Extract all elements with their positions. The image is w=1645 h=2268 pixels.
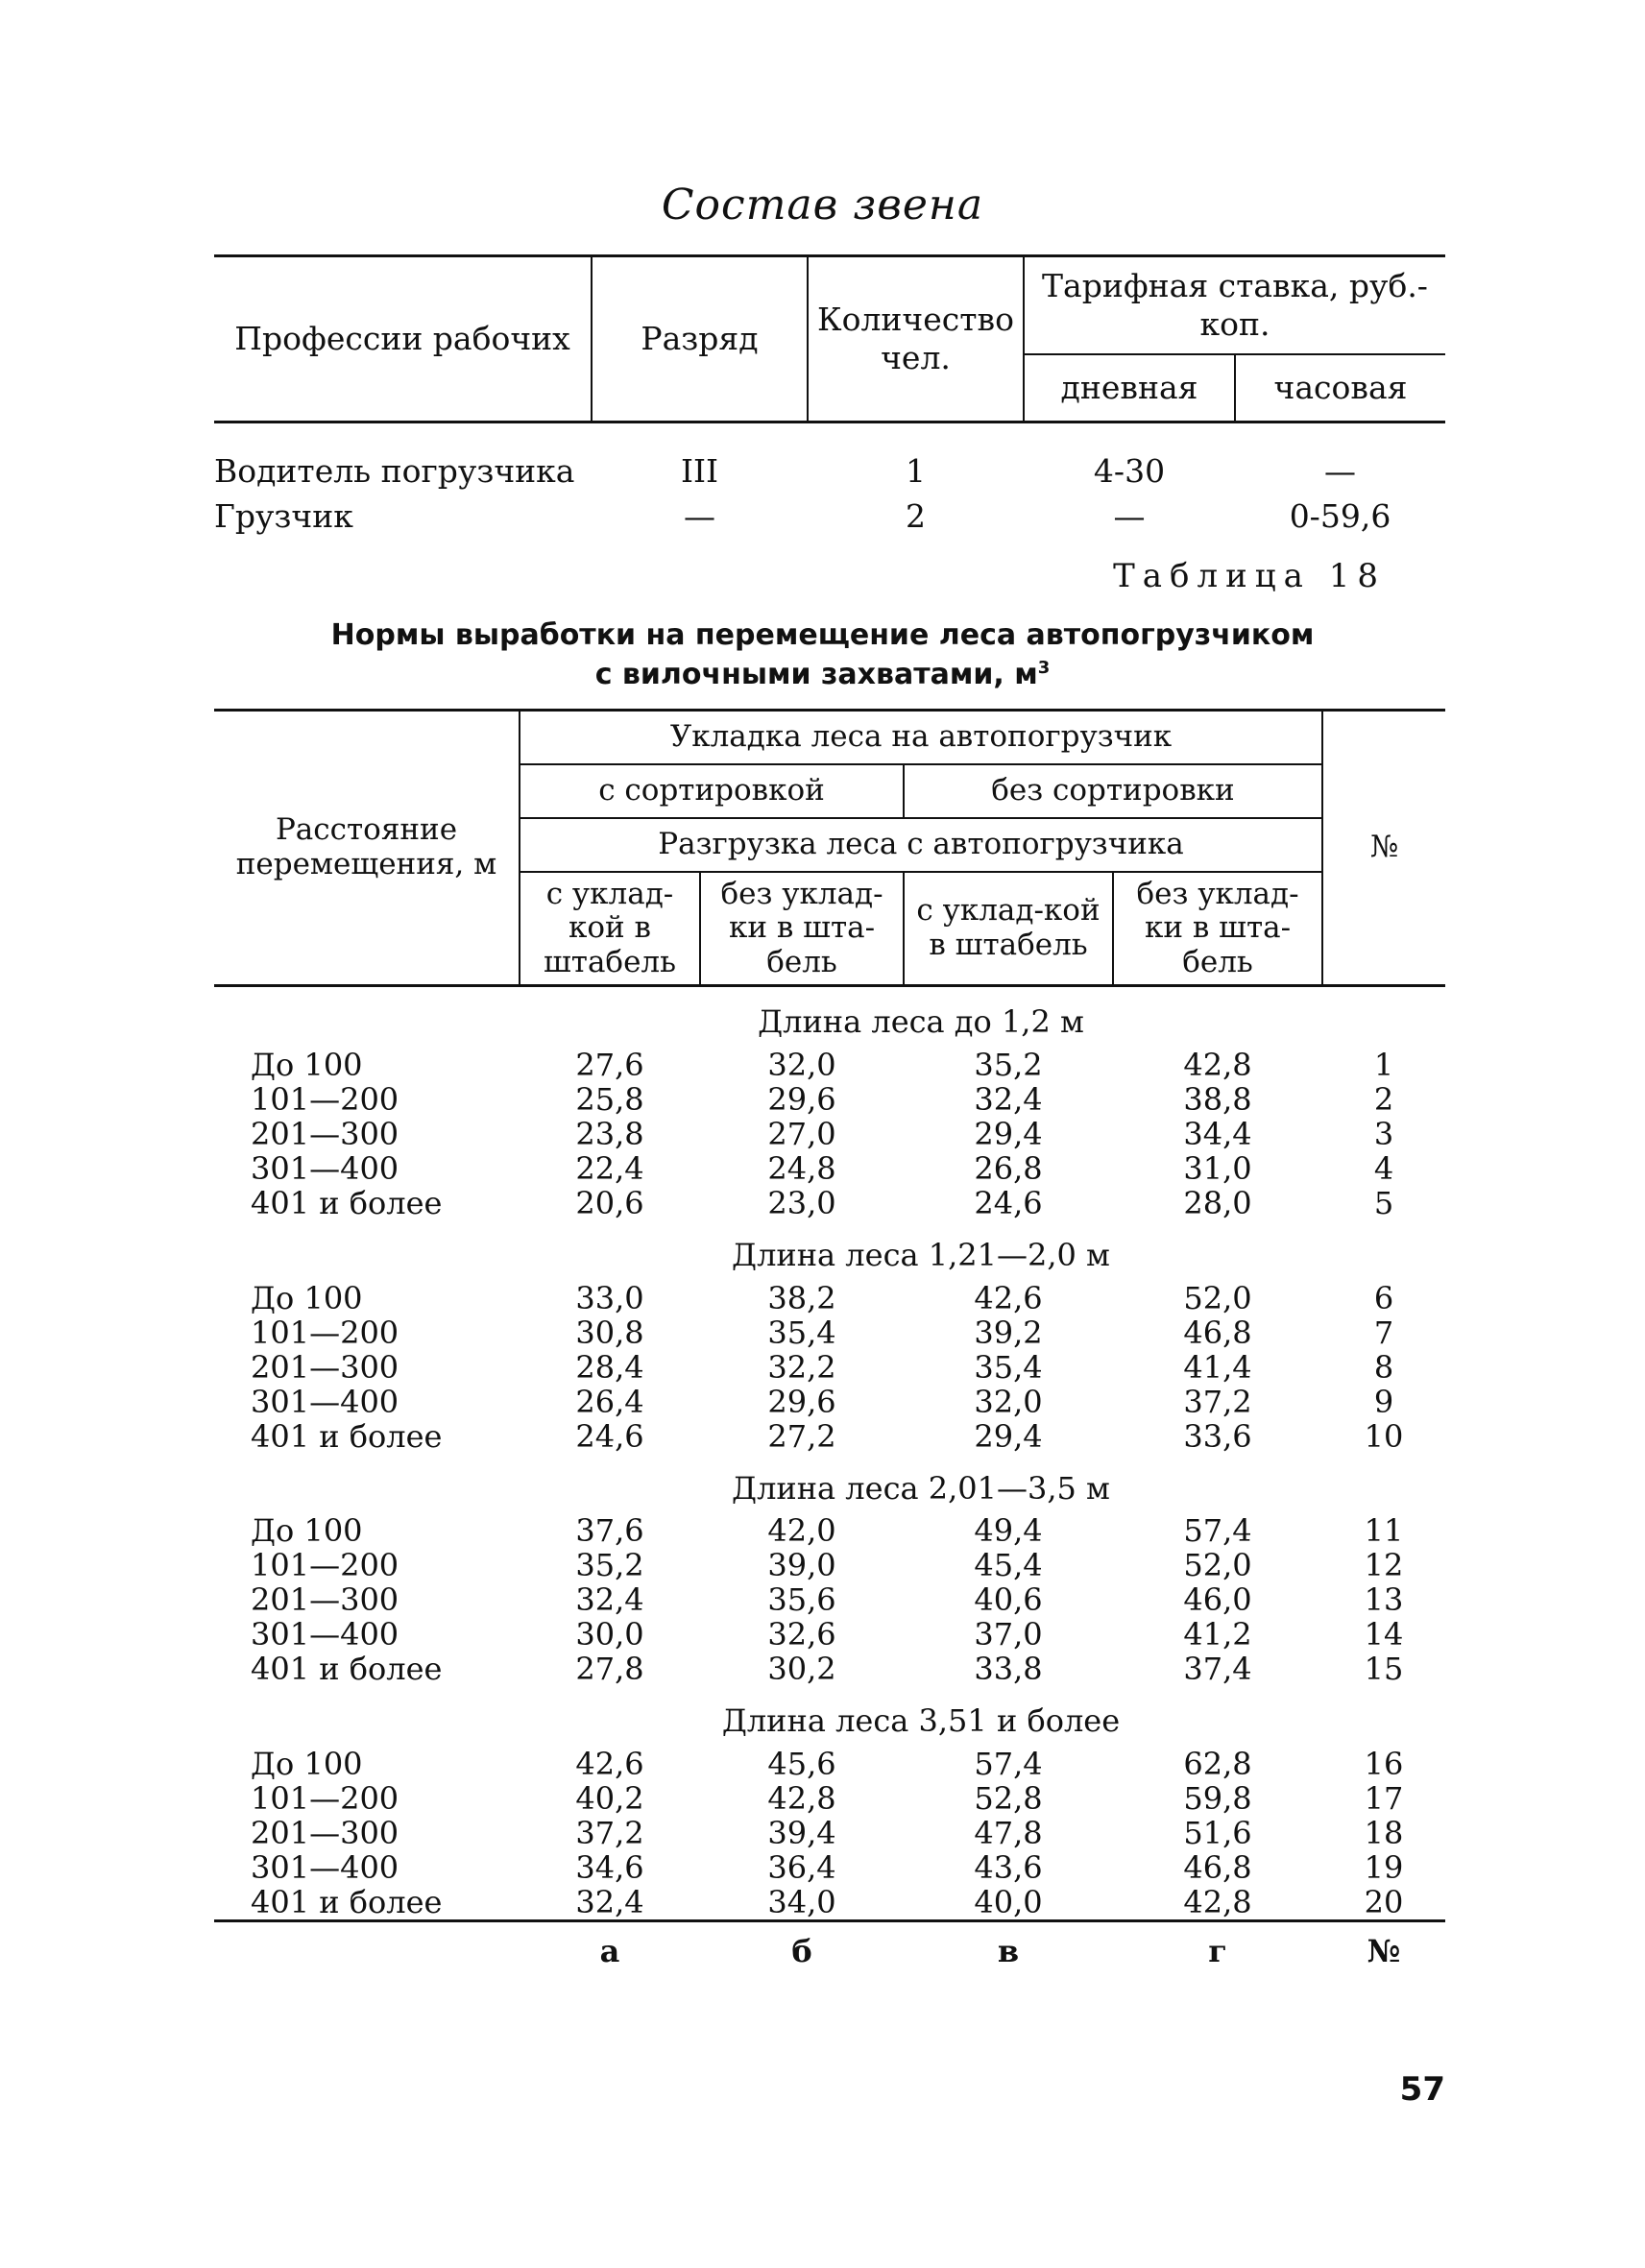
table-row: [214, 1350, 1445, 1385]
cell-distance: До 100: [251, 1046, 363, 1083]
cell-c: 37,0: [974, 1616, 1043, 1653]
cell-no: 18: [1364, 1815, 1404, 1852]
cell-no: 11: [1364, 1512, 1404, 1550]
cell-d: 41,4: [1183, 1348, 1252, 1386]
cell-b: 27,0: [767, 1115, 836, 1152]
cell-no: 4: [1373, 1149, 1394, 1187]
cell-distance: 201—300: [251, 1115, 399, 1152]
footer-c: в: [904, 1921, 1113, 1969]
cell-d: 46,8: [1183, 1849, 1252, 1887]
table-row: [214, 1151, 1445, 1186]
table-title: [0, 616, 1645, 694]
table-row: [214, 1548, 1445, 1582]
cell-c: 52,8: [974, 1780, 1043, 1818]
cell-c: 32,0: [974, 1383, 1043, 1420]
norms-body: [214, 986, 1445, 1921]
cell-no: 19: [1364, 1849, 1404, 1887]
table-title-line2-text: с вилочными захватами, м: [594, 657, 1038, 691]
page-number: 57: [1399, 2070, 1445, 2109]
cell-distance: 401 и более: [251, 1884, 443, 1921]
cell-a: 25,8: [575, 1080, 644, 1118]
cell-d: 37,4: [1183, 1651, 1252, 1688]
header-distance: Расстояние перемещения, м: [214, 711, 520, 986]
cell-d: 42,8: [1183, 1046, 1252, 1083]
cell-d: 52,0: [1183, 1279, 1252, 1316]
cell-b: 27,2: [767, 1417, 836, 1455]
table-row: [214, 1652, 1445, 1686]
crew-row-1-hourly: 0-59,6: [1289, 497, 1391, 535]
header-rate: Тарифная ставка, руб.-коп.: [1024, 256, 1445, 355]
cell-no: 3: [1373, 1115, 1394, 1152]
header-no: №: [1322, 711, 1445, 986]
table-title-line1: Нормы выработки на перемещение леса автопогрузчиком: [330, 618, 1315, 652]
cell-distance: 301—400: [251, 1383, 399, 1420]
cell-a: 35,2: [575, 1547, 644, 1584]
section-header-row: [214, 1686, 1445, 1747]
header-hourly: часовая: [1235, 354, 1445, 422]
crew-row-1-profession: Грузчик: [214, 497, 353, 535]
cell-distance: 201—300: [251, 1581, 399, 1619]
cell-c: 40,0: [974, 1884, 1043, 1921]
header-col-c: с уклад-кой в штабель: [904, 872, 1113, 986]
header-col-b: без уклад-ки в шта-бель: [700, 872, 904, 986]
header-profession: Профессии рабочих: [214, 256, 592, 422]
cell-c: 32,4: [974, 1080, 1043, 1118]
section-title: Длина леса до 1,2 м: [758, 1003, 1084, 1040]
cell-a: 42,6: [575, 1746, 644, 1783]
cell-no: 16: [1364, 1746, 1404, 1783]
header-unloading: Разгрузка леса с автопогрузчика: [520, 818, 1322, 872]
header-count: Количество чел.: [808, 256, 1024, 422]
cell-a: 23,8: [575, 1115, 644, 1152]
cell-c: 49,4: [974, 1512, 1043, 1550]
cell-c: 24,6: [974, 1184, 1043, 1221]
crew-row-1-count: 2: [906, 497, 926, 535]
section-spacer: [1322, 1686, 1445, 1747]
table-row: [214, 1385, 1445, 1419]
cell-d: 51,6: [1183, 1815, 1252, 1852]
cell-a: 27,6: [575, 1046, 644, 1083]
crew-row-0-count: 1: [906, 452, 926, 490]
cell-d: 46,8: [1183, 1314, 1252, 1351]
header-daily: дневная: [1024, 354, 1235, 422]
cell-distance: 101—200: [251, 1547, 399, 1584]
crew-row-0-hourly: —: [1324, 452, 1356, 490]
cell-c: 29,4: [974, 1115, 1043, 1152]
cell-d: 28,0: [1183, 1184, 1252, 1221]
footer-b: б: [700, 1921, 904, 1969]
table-row: [214, 1747, 1445, 1781]
table-row: [214, 1781, 1445, 1816]
header-col-d: без уклад-ки в шта-бель: [1113, 872, 1322, 986]
cell-c: 40,6: [974, 1581, 1043, 1619]
cell-a: 32,4: [575, 1884, 644, 1921]
table-title-line2: [0, 656, 1645, 695]
cell-no: 12: [1364, 1547, 1404, 1584]
table-title-sup: 3: [1037, 657, 1051, 678]
section-header-row: [214, 986, 1445, 1048]
table-row: [214, 1048, 1445, 1082]
cell-no: 5: [1373, 1184, 1394, 1221]
section-spacer: [214, 1454, 520, 1514]
cell-b: 29,6: [767, 1080, 836, 1118]
cell-d: 41,2: [1183, 1616, 1252, 1653]
section-spacer: [214, 1686, 520, 1747]
cell-c: 29,4: [974, 1417, 1043, 1455]
cell-a: 33,0: [575, 1279, 644, 1316]
cell-no: 1: [1373, 1046, 1394, 1083]
cell-distance: 201—300: [251, 1348, 399, 1386]
header-with-sort: с сортировкой: [520, 764, 904, 818]
table-row: [214, 1281, 1445, 1315]
crew-row-1-daily: —: [1113, 497, 1146, 535]
table-row: [214, 1419, 1445, 1454]
cell-c: 47,8: [974, 1815, 1043, 1852]
table-row: [214, 1885, 1445, 1921]
cell-a: 37,2: [575, 1815, 644, 1852]
cell-b: 36,4: [767, 1849, 836, 1887]
cell-d: 46,0: [1183, 1581, 1252, 1619]
table-row: [214, 1513, 1445, 1548]
cell-c: 45,4: [974, 1547, 1043, 1584]
footer-distance: [214, 1921, 520, 1969]
cell-c: 33,8: [974, 1651, 1043, 1688]
cell-distance: 101—200: [251, 1780, 399, 1818]
cell-a: 30,0: [575, 1616, 644, 1653]
cell-a: 26,4: [575, 1383, 644, 1420]
table-row: [214, 1850, 1445, 1885]
table-row: [214, 1315, 1445, 1350]
cell-distance: 401 и более: [251, 1651, 443, 1688]
table-number: Таблица 18: [1113, 557, 1386, 595]
cell-a: 28,4: [575, 1348, 644, 1386]
cell-no: 10: [1364, 1417, 1404, 1455]
cell-b: 39,0: [767, 1547, 836, 1584]
crew-title: Состав звена: [661, 181, 984, 229]
cell-d: 33,6: [1183, 1417, 1252, 1455]
cell-b: 32,2: [767, 1348, 836, 1386]
section-spacer: [214, 1220, 520, 1281]
cell-b: 35,4: [767, 1314, 836, 1351]
cell-a: 30,8: [575, 1314, 644, 1351]
crew-row-0-daily: 4-30: [1093, 452, 1166, 490]
cell-c: 35,4: [974, 1348, 1043, 1386]
cell-distance: 401 и более: [251, 1184, 443, 1221]
cell-c: 57,4: [974, 1746, 1043, 1783]
section-title: Длина леса 3,51 и более: [721, 1702, 1121, 1740]
cell-c: 39,2: [974, 1314, 1043, 1351]
cell-a: 37,6: [575, 1512, 644, 1550]
cell-b: 32,6: [767, 1616, 836, 1653]
cell-d: 31,0: [1183, 1149, 1252, 1187]
cell-c: 26,8: [974, 1149, 1043, 1187]
cell-distance: 201—300: [251, 1815, 399, 1852]
cell-distance: 301—400: [251, 1616, 399, 1653]
cell-no: 14: [1364, 1616, 1404, 1653]
cell-b: 35,6: [767, 1581, 836, 1619]
cell-no: 6: [1373, 1279, 1394, 1316]
cell-a: 24,6: [575, 1417, 644, 1455]
cell-distance: До 100: [251, 1279, 363, 1316]
cell-d: 57,4: [1183, 1512, 1252, 1550]
cell-b: 30,2: [767, 1651, 836, 1688]
table-row: [214, 1816, 1445, 1850]
cell-distance: 101—200: [251, 1314, 399, 1351]
table-row: [214, 1082, 1445, 1117]
cell-no: 15: [1364, 1651, 1404, 1688]
cell-d: 59,8: [1183, 1780, 1252, 1818]
cell-b: 39,4: [767, 1815, 836, 1852]
cell-a: 34,6: [575, 1849, 644, 1887]
footer-no: №: [1322, 1921, 1445, 1969]
cell-no: 9: [1373, 1383, 1394, 1420]
cell-no: 8: [1373, 1348, 1394, 1386]
cell-distance: 301—400: [251, 1149, 399, 1187]
cell-d: 37,2: [1183, 1383, 1252, 1420]
section-title: Длина леса 2,01—3,5 м: [732, 1469, 1110, 1507]
cell-b: 34,0: [767, 1884, 836, 1921]
cell-b: 45,6: [767, 1746, 836, 1783]
header-loading: Укладка леса на автопогрузчик: [520, 711, 1322, 765]
cell-b: 24,8: [767, 1149, 836, 1187]
cell-no: 13: [1364, 1581, 1404, 1619]
cell-distance: До 100: [251, 1746, 363, 1783]
section-spacer: [214, 986, 520, 1048]
header-col-a: с уклад-кой в штабель: [520, 872, 700, 986]
cell-no: 17: [1364, 1780, 1404, 1818]
section-title: Длина леса 1,21—2,0 м: [732, 1236, 1110, 1273]
table-row: [214, 1117, 1445, 1151]
cell-d: 52,0: [1183, 1547, 1252, 1584]
cell-b: 32,0: [767, 1046, 836, 1083]
cell-d: 62,8: [1183, 1746, 1252, 1783]
section-spacer: [1322, 1220, 1445, 1281]
cell-a: 22,4: [575, 1149, 644, 1187]
cell-a: 27,8: [575, 1651, 644, 1688]
cell-c: 42,6: [974, 1279, 1043, 1316]
cell-b: 29,6: [767, 1383, 836, 1420]
section-spacer: [1322, 986, 1445, 1048]
cell-b: 42,0: [767, 1512, 836, 1550]
cell-distance: 401 и более: [251, 1417, 443, 1455]
crew-table: [214, 254, 1445, 539]
crew-row-0-profession: Водитель погрузчика: [214, 452, 575, 490]
cell-d: 42,8: [1183, 1884, 1252, 1921]
cell-distance: 101—200: [251, 1080, 399, 1118]
cell-d: 38,8: [1183, 1080, 1252, 1118]
cell-b: 38,2: [767, 1279, 836, 1316]
table-row: [214, 1582, 1445, 1617]
footer-a: а: [520, 1921, 700, 1969]
section-header-row: [214, 1220, 1445, 1281]
section-spacer: [1322, 1454, 1445, 1514]
cell-no: 2: [1373, 1080, 1394, 1118]
table-row: [214, 1186, 1445, 1220]
cell-a: 40,2: [575, 1780, 644, 1818]
cell-b: 42,8: [767, 1780, 836, 1818]
header-without-sort: без сортировки: [904, 764, 1322, 818]
cell-b: 23,0: [767, 1184, 836, 1221]
table-row: [214, 1617, 1445, 1652]
norms-table: [214, 709, 1445, 1969]
crew-row-1-grade: —: [684, 497, 715, 535]
crew-row-0-grade: III: [680, 452, 719, 490]
cell-a: 20,6: [575, 1184, 644, 1221]
cell-distance: 301—400: [251, 1849, 399, 1887]
cell-no: 7: [1373, 1314, 1394, 1351]
cell-c: 35,2: [974, 1046, 1043, 1083]
cell-d: 34,4: [1183, 1115, 1252, 1152]
cell-a: 32,4: [575, 1581, 644, 1619]
header-grade: Разряд: [592, 256, 808, 422]
footer-d: г: [1113, 1921, 1322, 1969]
cell-no: 20: [1364, 1884, 1404, 1921]
section-header-row: [214, 1454, 1445, 1514]
cell-distance: До 100: [251, 1512, 363, 1550]
cell-c: 43,6: [974, 1849, 1043, 1887]
